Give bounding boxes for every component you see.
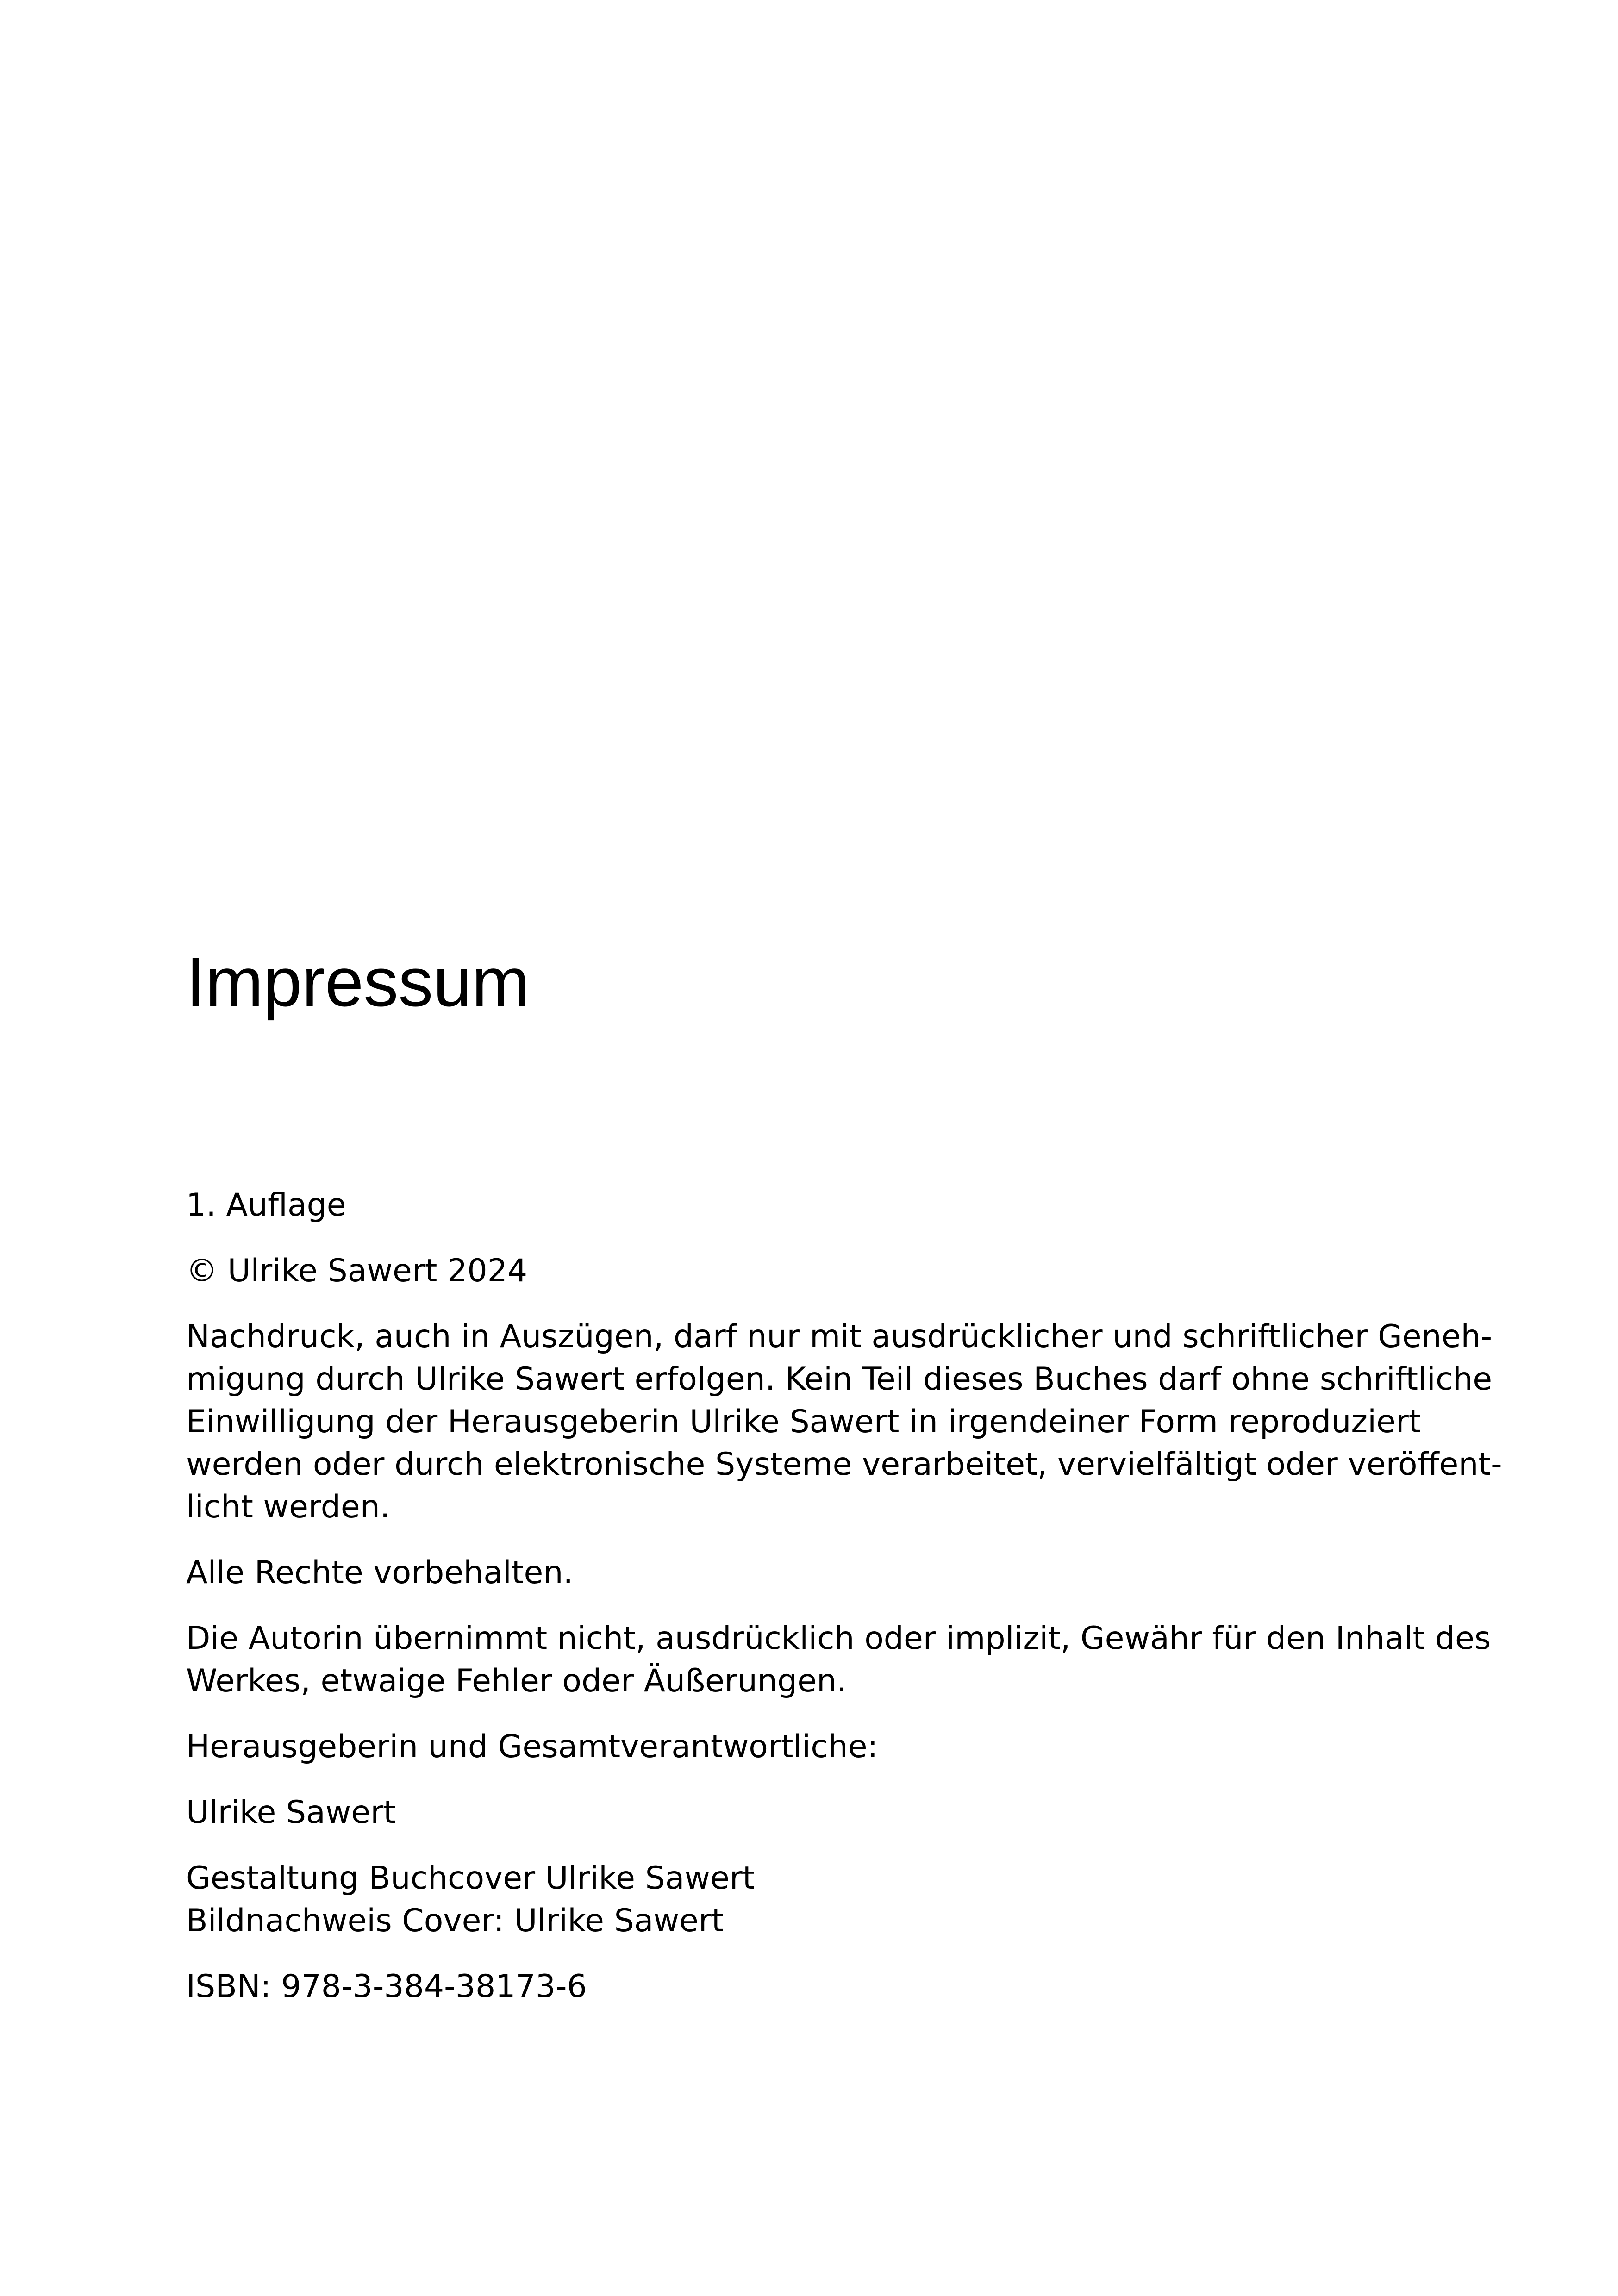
disclaimer (186, 1617, 1491, 1703)
cover-credits (186, 1857, 1371, 1942)
publisher-name: Ulrike Sawert (186, 1794, 396, 1831)
copyright-text: © Ulrike Sawert 2024 (186, 1253, 528, 1289)
cover-design-credit: Gestaltung Buchcover Ulrike Sawert (186, 1860, 755, 1897)
rights-text: Alle Rechte vorbehalten. (186, 1554, 574, 1591)
cover-image-credit: Bildnachweis Cover: Ulrike Sawert (186, 1903, 724, 1939)
reprint-notice (186, 1316, 1502, 1529)
reprint-notice-line: werden oder durch elektronische Systeme verarbeitet, vervielfältigt oder veröffent- (186, 1446, 1502, 1483)
disclaimer-line: Die Autorin übernimmt nicht, ausdrücklich oder implizit, Gewähr für den Inhalt des (186, 1620, 1491, 1657)
imprint-content (186, 1184, 1502, 2031)
reprint-notice-line: migung durch Ulrike Sawert erfolgen. Kein Teil dieses Buches darf ohne schriftliche (186, 1361, 1493, 1398)
reprint-notice-line: Einwilligung der Herausgeberin Ulrike Sawert in irgendeiner Form reproduziert (186, 1404, 1421, 1440)
page-title: Impressum (186, 943, 530, 1021)
publisher-label: Herausgeberin und Gesamtverantwortliche: (186, 1728, 878, 1765)
disclaimer-line: Werkes, etwaige Fehler oder Äußerungen. (186, 1663, 847, 1699)
edition-text: 1. Auflage (186, 1187, 346, 1223)
reprint-notice-line: Nachdruck, auch in Auszügen, darf nur mit ausdrücklicher und schriftlicher Geneh- (186, 1318, 1493, 1355)
reprint-notice-line: licht werden. (186, 1489, 390, 1525)
isbn-text: ISBN: 978-3-384-38173-6 (186, 1968, 587, 2005)
